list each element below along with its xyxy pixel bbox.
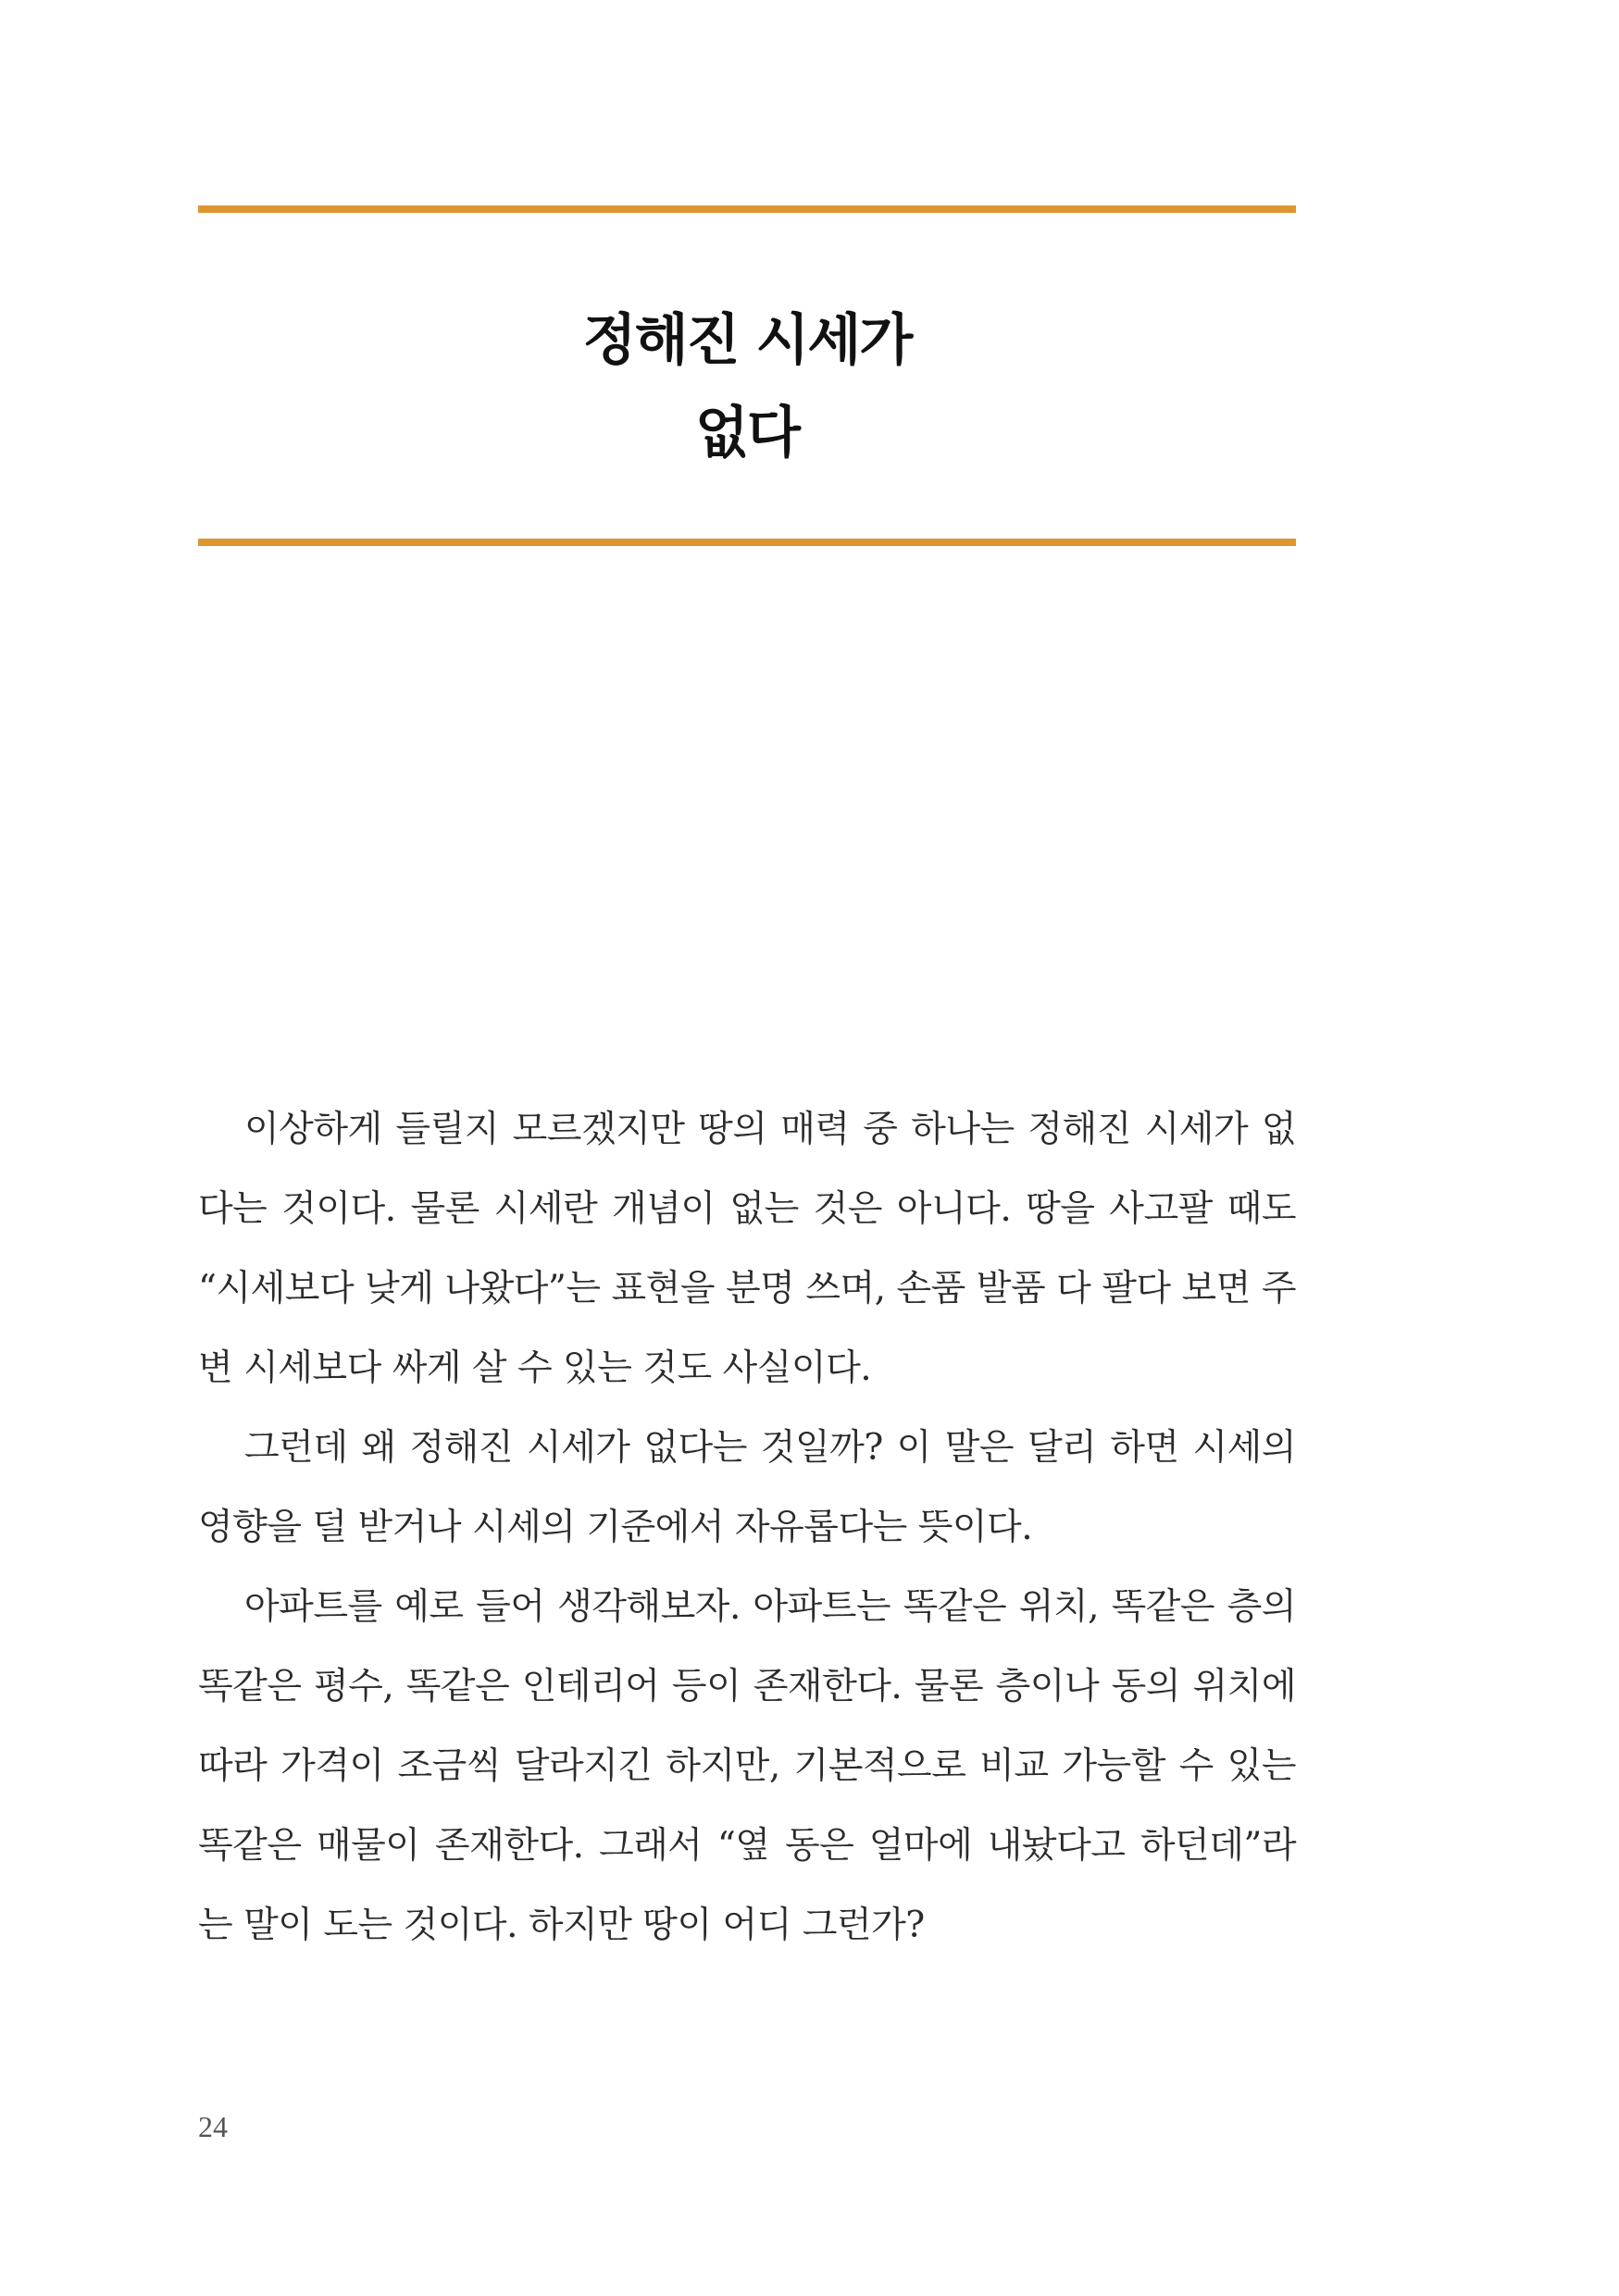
chapter-title-line-1: 정해진 시세가 [582,308,912,373]
chapter-title-line-2: 없다 [695,401,799,465]
paragraph-3: 아파트를 예로 들어 생각해보자. 아파트는 똑같은 위치, 똑같은 층의 똑같은 평수, 똑같은 인테리어 등이 존재한다. 물론 층이나 동의 위치에 따라 가격이 조금씩 달라지긴 하지만, 기본적으로 비교 가능할 수 있는 똑같은 매물이 존재한다. 그래서 “옆 동은 얼마에 내놨다고 하던데”라는 말이 도는 것이다. 하지만 땅이 어디 그런가? [198,1586,1296,1946]
chapter-title [198,294,1296,479]
page-number: 24 [198,2110,228,2143]
paragraph-1: 이상하게 들릴지 모르겠지만 땅의 매력 중 하나는 정해진 시세가 없다는 것이다. 물론 시세란 개념이 없는 것은 아니다. 땅을 사고팔 때도 “시세보다 낮게 나왔다”는 표현을 분명 쓰며, 손품 발품 다 팔다 보면 주변 시세보다 싸게 살 수 있는 것도 사실이다. [198,1109,1296,1389]
top-divider-rule [198,205,1296,213]
body-text [198,1090,1296,1966]
bottom-divider-rule [198,539,1296,546]
paragraph-2: 그런데 왜 정해진 시세가 없다는 것일까? 이 말은 달리 하면 시세의 영향을 덜 받거나 시세의 기준에서 자유롭다는 뜻이다. [198,1427,1296,1548]
